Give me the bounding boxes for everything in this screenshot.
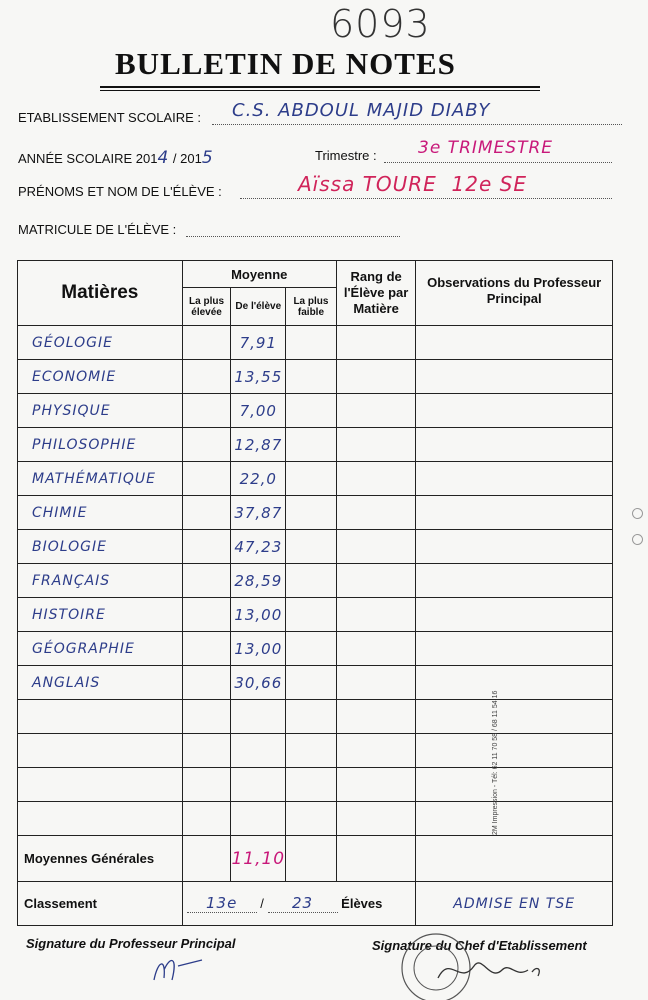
plus-elevee-cell [182,326,231,360]
moyennes-generales-label: Moyennes Générales [18,836,183,882]
col-observations: Observations du Professeur Principal [416,261,613,326]
subject-cell [18,802,183,836]
mark-cell: 47,23 [231,530,286,564]
plus-faible-cell [286,462,337,496]
rang-cell [336,632,416,666]
observation-cell [416,700,613,734]
observation-cell [416,496,613,530]
rang-cell [336,326,416,360]
col-matieres: Matières [18,261,183,326]
rang-cell [336,734,416,768]
rang-cell [336,666,416,700]
mark-cell: 13,00 [231,632,286,666]
eleve-value: Aïssa TOURE 12e SE [298,172,527,196]
table-row [18,360,613,394]
table-row [18,768,613,802]
annee-value-b: 5 [201,148,214,168]
annee-label-a: ANNÉE SCOLAIRE 201 [18,151,158,166]
eleves-label: Élèves [341,896,383,911]
observation-cell [416,802,613,836]
mark-cell: 7,91 [231,326,286,360]
signature-prof-label: Signature du Professeur Principal [26,936,236,951]
subject-cell: HISTOIRE [18,598,183,632]
cell-empty [286,836,337,882]
mark-cell: 13,00 [231,598,286,632]
punch-hole [632,534,643,545]
sur-value: 23 [292,894,314,912]
table-row [18,802,613,836]
mark-cell: 12,87 [231,428,286,462]
sur-dotline [268,894,338,913]
cell-empty [416,836,613,882]
table-row [18,428,613,462]
plus-faible-cell [286,598,337,632]
table-row [18,666,613,700]
subject-cell: GÉOGRAPHIE [18,632,183,666]
plus-faible-cell [286,768,337,802]
subject-cell [18,700,183,734]
signature-chef-label: Signature du Chef d'Etablissement [372,938,587,953]
observation-cell [416,530,613,564]
punch-hole [632,508,643,519]
rang-value: 13e [206,894,238,912]
mark-cell [231,802,286,836]
table-row [18,394,613,428]
title-underline [100,86,540,88]
grades-table [17,260,613,926]
matricule-dotline [186,222,400,237]
cell-empty [182,836,231,882]
table-row [18,496,613,530]
table-row [18,598,613,632]
rang-sep: / [260,896,264,911]
annee-label [18,148,214,168]
moyenne-generale-value: 11,10 [231,836,286,882]
rang-cell [336,360,416,394]
cell-empty [336,836,416,882]
rang-cell [336,768,416,802]
col-moyenne: Moyenne [182,261,336,288]
observation-cell [416,598,613,632]
etablissement-label: ETABLISSEMENT SCOLAIRE : [18,110,202,125]
rang-cell [336,598,416,632]
table-row [18,326,613,360]
etablissement-value: C.S. ABDOUL MAJID DIABY [232,100,491,121]
annee-sep: / [169,151,181,166]
rang-cell [336,496,416,530]
sub-plus-elevee: La plus élevée [182,288,231,326]
plus-faible-cell [286,564,337,598]
subject-cell: ANGLAIS [18,666,183,700]
plus-faible-cell [286,428,337,462]
rang-cell [336,802,416,836]
rang-cell [336,428,416,462]
classement-label: Classement [18,882,183,926]
rang-dotline [187,894,257,913]
classement-cell [182,882,416,926]
table-row [18,734,613,768]
observation-cell [416,394,613,428]
table-row [18,462,613,496]
signature-chef [430,948,550,992]
col-rang: Rang de l'Élève par Matière [336,261,416,326]
table-row [18,632,613,666]
subject-cell: ECONOMIE [18,360,183,394]
document-number: 6093 [330,2,431,46]
mark-cell [231,700,286,734]
subject-cell: FRANÇAIS [18,564,183,598]
eleve-label: PRÉNOMS ET NOM DE L'ÉLÈVE : [18,184,222,199]
observation-cell [416,360,613,394]
plus-elevee-cell [182,666,231,700]
plus-elevee-cell [182,564,231,598]
mark-cell: 37,87 [231,496,286,530]
sub-plus-faible: La plus faible [286,288,337,326]
observation-cell [416,632,613,666]
sub-eleve: De l'élève [231,288,286,326]
plus-elevee-cell [182,496,231,530]
observation-cell [416,326,613,360]
mark-cell [231,768,286,802]
table-row [18,700,613,734]
plus-elevee-cell [182,360,231,394]
subject-cell: PHYSIQUE [18,394,183,428]
plus-faible-cell [286,632,337,666]
mark-cell [231,734,286,768]
subject-cell: PHILOSOPHIE [18,428,183,462]
plus-faible-cell [286,530,337,564]
plus-faible-cell [286,700,337,734]
mark-cell: 22,0 [231,462,286,496]
subject-cell: GÉOLOGIE [18,326,183,360]
observation-cell [416,462,613,496]
plus-elevee-cell [182,530,231,564]
mark-cell: 13,55 [231,360,286,394]
side-print-text: 2M Impression - Tél: 62 11 70 58 / 68 11 54 16 [492,690,499,835]
rang-cell [336,394,416,428]
plus-faible-cell [286,666,337,700]
plus-faible-cell [286,360,337,394]
rang-cell [336,700,416,734]
mark-cell: 28,59 [231,564,286,598]
subject-cell [18,734,183,768]
plus-elevee-cell [182,428,231,462]
table-row [18,564,613,598]
plus-elevee-cell [182,598,231,632]
plus-faible-cell [286,802,337,836]
observation-cell [416,666,613,700]
trimestre-label: Trimestre : [315,148,377,163]
plus-elevee-cell [182,394,231,428]
mark-cell: 7,00 [231,394,286,428]
title-underline-2 [100,90,540,91]
plus-elevee-cell [182,632,231,666]
plus-faible-cell [286,734,337,768]
plus-elevee-cell [182,700,231,734]
document-title: BULLETIN DE NOTES [115,46,456,81]
subject-cell: MATHÉMATIQUE [18,462,183,496]
signature-prof [148,950,208,990]
observation-cell [416,428,613,462]
plus-faible-cell [286,326,337,360]
rang-cell [336,564,416,598]
annee-label-b: 201 [180,151,202,166]
observation-cell [416,768,613,802]
trimestre-value: 3e TRIMESTRE [418,138,554,158]
plus-elevee-cell [182,462,231,496]
annee-value-a: 4 [157,148,170,168]
rang-cell [336,530,416,564]
table-row [18,530,613,564]
plus-elevee-cell [182,768,231,802]
decision-value: ADMISE EN TSE [416,882,613,926]
rang-cell [336,462,416,496]
subject-cell: BIOLOGIE [18,530,183,564]
plus-elevee-cell [182,734,231,768]
mark-cell: 30,66 [231,666,286,700]
plus-faible-cell [286,496,337,530]
plus-faible-cell [286,394,337,428]
subject-cell: CHIMIE [18,496,183,530]
observation-cell [416,734,613,768]
matricule-label: MATRICULE DE L'ÉLÈVE : [18,222,177,237]
observation-cell [416,564,613,598]
subject-cell [18,768,183,802]
plus-elevee-cell [182,802,231,836]
